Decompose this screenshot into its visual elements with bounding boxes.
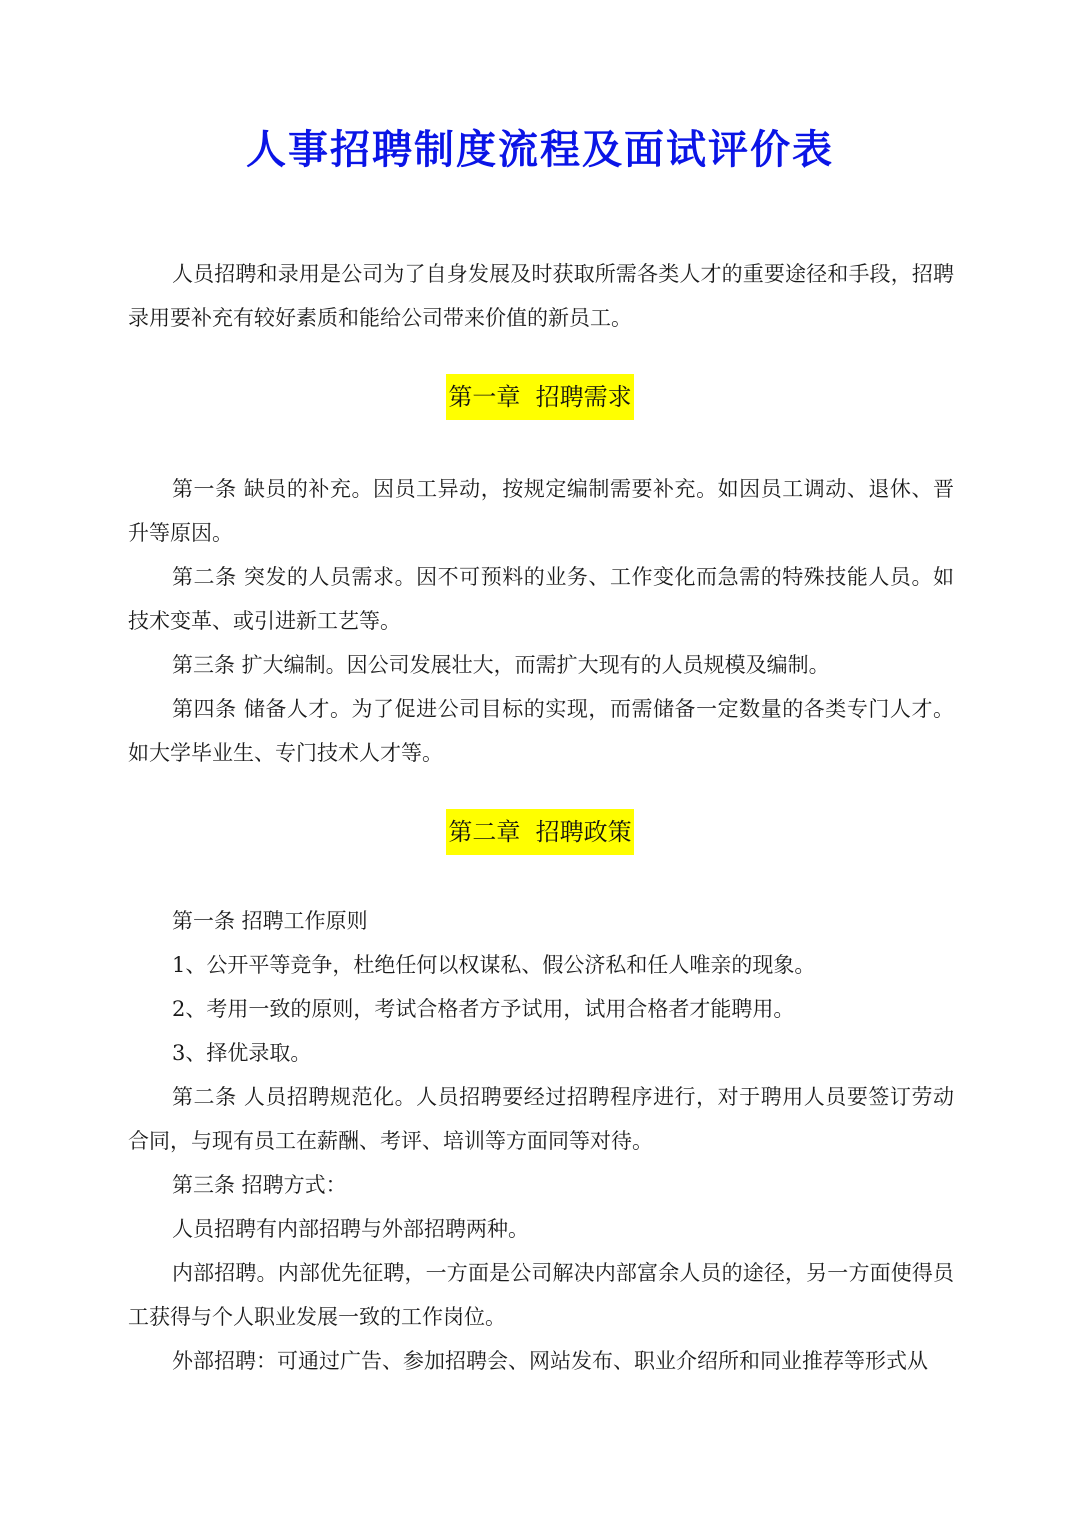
chapter-2-principle-1: 1、公开平等竞争，杜绝任何以权谋私、假公济私和任人唯亲的现象。: [172, 953, 816, 977]
chapter-2-principle-3: 3、择优录取。: [172, 1041, 312, 1065]
chapter-2-article-1: 第一条 招聘工作原则: [172, 909, 368, 933]
chapter-1-article-4: 第四条 储备人才。为了促进公司目标的实现，而需储备一定数量的各类专门人才。如大学毕业生、专门技术人才等。: [128, 697, 954, 765]
chapter-1-article-2: 第二条 突发的人员需求。因不可预料的业务、工作变化而急需的特殊技能人员。如技术变革、或引进新工艺等。: [128, 565, 954, 633]
chapter-2-internal-recruitment: 内部招聘。内部优先征聘，一方面是公司解决内部富余人员的途径，另一方面使得员工获得与个人职业发展一致的工作岗位。: [128, 1261, 954, 1329]
intro-paragraph: 人员招聘和录用是公司为了自身发展及时获取所需各类人才的重要途径和手段，招聘录用要补充有较好素质和能给公司带来价值的新员工。: [128, 262, 954, 330]
chapter-2-article-2: 第二条 人员招聘规范化。人员招聘要经过招聘程序进行，对于聘用人员要签订劳动合同，与现有员工在薪酬、考评、培训等方面同等对待。: [128, 1085, 954, 1153]
chapter-2-external-recruitment: 外部招聘：可通过广告、参加招聘会、网站发布、职业介绍所和同业推荐等形式从: [172, 1349, 928, 1373]
chapter-2-heading-text: 第二章 招聘政策: [446, 809, 633, 855]
chapter-2-article-3: 第三条 招聘方式：: [172, 1173, 347, 1197]
chapter-2-principle-2: 2、考用一致的原则，考试合格者方予试用，试用合格者才能聘用。: [172, 997, 795, 1021]
chapter-1-article-1: 第一条 缺员的补充。因员工异动，按规定编制需要补充。如因员工调动、退休、晋升等原因。: [128, 477, 954, 545]
chapter-1-heading: [0, 374, 1080, 420]
chapter-1-heading-text: 第一章 招聘需求: [446, 374, 633, 420]
chapter-2-methods-intro: 人员招聘有内部招聘与外部招聘两种。: [172, 1217, 529, 1241]
document-title: 人事招聘制度流程及面试评价表: [246, 127, 834, 173]
chapter-1-article-3: 第三条 扩大编制。因公司发展壮大，而需扩大现有的人员规模及编制。: [172, 653, 830, 677]
chapter-2-heading: [0, 809, 1080, 855]
